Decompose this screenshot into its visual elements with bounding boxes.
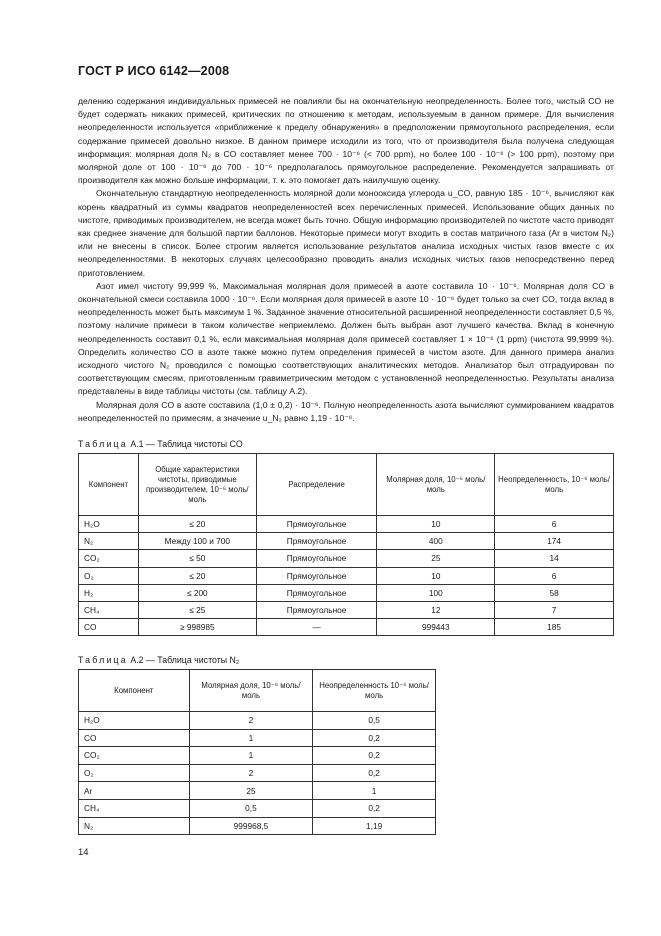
table-row [79, 533, 614, 550]
table-cell: 2 [189, 764, 313, 782]
table-cell: Прямоугольное [256, 601, 377, 618]
table-cell: 10 [377, 567, 495, 584]
table-cell: ≤ 20 [138, 567, 256, 584]
table-cell: N₂ [79, 533, 139, 550]
table-cell: CO₂ [79, 747, 190, 765]
table-row [79, 764, 436, 782]
table-cell: 25 [377, 550, 495, 567]
table-row [79, 782, 436, 800]
table2-caption-word: Таблица [78, 655, 128, 665]
table1-header-distribution: Распределение [256, 454, 377, 516]
table-cell: 14 [495, 550, 614, 567]
table-row [79, 747, 436, 765]
table-cell: 100 [377, 584, 495, 601]
table-row [79, 619, 614, 636]
table-cell: Прямоугольное [256, 516, 377, 533]
table-cell: 0,2 [313, 764, 436, 782]
table-cell: 185 [495, 619, 614, 636]
paragraph-1: делению содержания индивидуальных примесей не повлияли бы на окончательную неопределенность. Более того, чистый CO не будет содержать никаких примесей, критических по отношению к методам, используемым в данном примере. Для вычисления неопределенности используется «приближение к пределу обнаружения» в предположении прямоугольного распределения, если содержание примесей довольно низкое. В данном примере исходили из того, что от производителя была получена следующая информация: молярная доля N₂ в CO составляет менее 700 · 10⁻⁶ (< 700 ppm), но более 100 · 10⁻⁶ (> 100 ppm), поэтому при молярной доле от 100 · 10⁻⁶ до 700 · 10⁻⁶ предполагалось прямоугольное распределение. Рекомендуется запрашивать от производителя как можно больше информации, т. к. это помогает дать наилучшую оценку. [78, 96, 614, 186]
table-cell: 25 [189, 782, 313, 800]
table-cell: Между 100 и 700 [138, 533, 256, 550]
table1-caption-word: Таблица [78, 439, 128, 449]
document-header: ГОСТ Р ИСО 6142—2008 [78, 64, 230, 78]
table-cell: 999968,5 [189, 817, 313, 835]
table-cell: 6 [495, 516, 614, 533]
table-cell: — [256, 619, 377, 636]
table-row [79, 567, 614, 584]
table-cell: H₂ [79, 584, 139, 601]
table-cell: 1 [189, 747, 313, 765]
table-cell: 0,5 [313, 712, 436, 730]
table-row [79, 817, 436, 835]
paragraph-2: Окончательную стандартную неопределенность молярной доли монооксида углерода u_CO, равную 185 · 10⁻⁶, вычисляют как корень квадратный из суммы квадратов неопределенностей всех перечисленных примесей. Использование общих данных по чистоте, приводимых производителем, не всегда может быть точно. Общую информацию производителей по чистоте часто приводят как среднее значение для большой партии баллонов. Некоторые примеси могут входить в состав матричного газа (Ar в чистом N₂) или не внесены в список. Более строгим является использование результатов анализа исходных чистых газов вместе с их неопределенностями. В некоторых случаях целесообразно проводить анализ исходных чистых газов непосредственно перед приготовлением. [78, 188, 614, 278]
table-n2-purity [78, 669, 436, 835]
table-cell: 1 [313, 782, 436, 800]
table1-header-mole-fraction: Молярная доля, 10⁻⁶ моль/моль [377, 454, 495, 516]
table-cell: 0,2 [313, 799, 436, 817]
table-cell: 0,5 [189, 799, 313, 817]
table-row [79, 601, 614, 618]
table-cell: 6 [495, 567, 614, 584]
table-cell: 0,2 [313, 747, 436, 765]
table-cell: 2 [189, 712, 313, 730]
table-cell: 7 [495, 601, 614, 618]
table1-caption-text: A.1 — Таблица чистоты CO [130, 439, 243, 449]
table-row [79, 799, 436, 817]
table-row [79, 584, 614, 601]
table-cell: 1,19 [313, 817, 436, 835]
table-cell: 58 [495, 584, 614, 601]
table-cell: O₂ [79, 567, 139, 584]
table-cell: 12 [377, 601, 495, 618]
table-cell: CH₄ [79, 601, 139, 618]
table-cell: ≤ 50 [138, 550, 256, 567]
table-cell: CO₂ [79, 550, 139, 567]
table-cell: CO [79, 729, 190, 747]
table-cell: ≤ 200 [138, 584, 256, 601]
table-cell: O₂ [79, 764, 190, 782]
table-cell: 999443 [377, 619, 495, 636]
table1-header-component: Компонент [79, 454, 139, 516]
page-number: 14 [78, 847, 89, 858]
table-row [79, 516, 614, 533]
table-cell: ≤ 20 [138, 516, 256, 533]
table-cell: 174 [495, 533, 614, 550]
table2-header-mole-fraction: Молярная доля, 10⁻⁶ моль/моль [189, 670, 313, 712]
table2-header-component: Компонент [79, 670, 190, 712]
table-cell: Прямоугольное [256, 550, 377, 567]
table-row [79, 712, 436, 730]
table-cell: 1 [189, 729, 313, 747]
body-text [78, 95, 614, 425]
table-cell: ≤ 25 [138, 601, 256, 618]
table-cell: Прямоугольное [256, 584, 377, 601]
paragraph-4: Молярная доля CO в азоте составила (1,0 ± 0,2) · 10⁻⁶. Полную неопределенность азота вычисляют суммированием квадратов неопределенностей по примесям, а значение u_N₂ равно 1,19 · 10⁻⁶. [78, 399, 614, 423]
table-cell: 400 [377, 533, 495, 550]
paragraph-3: Азот имел чистоту 99,999 %. Максимальная молярная доля примесей в азоте составила 10 · 10⁻⁶. Молярная доля CO в окончательной смеси составила 1000 · 10⁻⁶. Если молярная доля примесей в азоте 10 · 10⁻⁶ будет только за счет CO, тогда вклад в неопределенность может быть максимум 1 %. Заданное значение относительной расширенной неопределенности составляет 0,5 %, поэтому наличие примеси в таком количестве неприемлемо. Должен быть выбран азот лучшего качества. Вклад в конечную неопределенность составит 0,1 %, если максимальная молярная доля примесей составляет 1 × 10⁻⁶ (1 ppm) (чистота 99,9999 %). Определить количество CO в азоте также можно путем определения примесей в чистом азоте. Для данного примера анализ исходного чистого N₂ проводился с помощью соответствующих аналитических методов. Анализатор был отградуирован по соответствующим смесям, приготовленным гравиметрическим методом с установленной неопределенностью. Результаты анализа представлены в виде таблицы чистоты (см. таблицу A.2). [78, 280, 614, 397]
table-row [79, 550, 614, 567]
table-cell: CH₄ [79, 799, 190, 817]
table2-caption [78, 655, 239, 665]
table-cell: H₂O [79, 712, 190, 730]
table-row [79, 729, 436, 747]
table-cell: H₂O [79, 516, 139, 533]
table-cell: CO [79, 619, 139, 636]
table-cell: ≥ 998985 [138, 619, 256, 636]
table-co-purity [78, 453, 614, 636]
table1-caption [78, 439, 243, 449]
table-cell: Ar [79, 782, 190, 800]
table-cell: Прямоугольное [256, 533, 377, 550]
table-cell: 10 [377, 516, 495, 533]
table-cell: 0,2 [313, 729, 436, 747]
table1-header-uncertainty: Неопределенность, 10⁻⁶ моль/моль [495, 454, 614, 516]
table-cell: Прямоугольное [256, 567, 377, 584]
table2-header-uncertainty: Неопределенность 10⁻⁶ моль/моль [313, 670, 436, 712]
table1-header-manufacturer-purity: Общие характеристики чистоты, приводимые производителем, 10⁻⁶ моль/моль [138, 454, 256, 516]
table2-caption-text: A.2 — Таблица чистоты N₂ [130, 655, 240, 665]
table-cell: N₂ [79, 817, 190, 835]
